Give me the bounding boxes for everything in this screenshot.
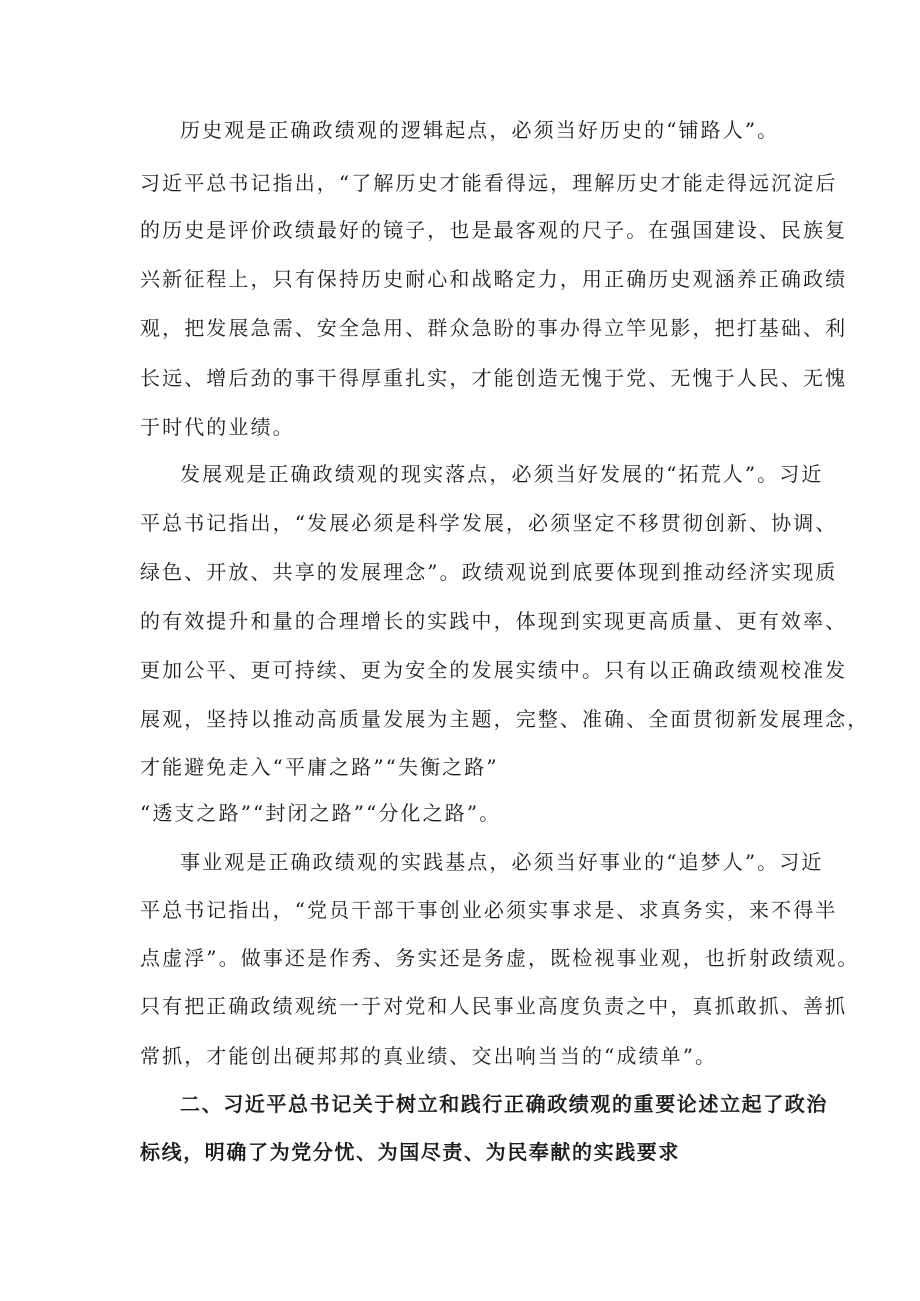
heading-line: 标线，明确了为党分忧、为国尽责、为民奉献的实践要求	[140, 1140, 680, 1164]
text-line: 点虚浮”。做事还是作秀、务实还是务虚，既检视事业观，也折射政绩观。	[140, 946, 860, 970]
text-line: 常抓，才能创出硬邦邦的真业绩、交出响当当的“成绩单”。	[140, 1044, 718, 1068]
text-line: 发展观是正确政绩观的现实落点，必须当好发展的“拓荒人”。习近	[180, 462, 824, 486]
text-line: 只有把正确政绩观统一于对党和人民事业高度负责之中，真抓敢抓、善抓	[140, 994, 848, 1018]
text-line: 兴新征程上，只有保持历史耐心和战略定力，用正确历史观涵养正确政绩	[140, 267, 848, 291]
text-line: 绿色、开放、共享的发展理念”。政绩观说到底要体现到推动经济实现质	[140, 560, 838, 584]
text-line: 的有效提升和量的合理增长的实践中，体现到实现更高质量、更有效率、	[140, 609, 848, 633]
text-line: 更加公平、更可持续、更为安全的发展实绩中。只有以正确政绩观校准发	[140, 658, 848, 682]
text-line: 长远、增后劲的事干得厚重扎实，才能创造无愧于党、无愧于人民、无愧	[140, 366, 848, 390]
text-line: 平总书记指出，“党员干部干事创业必须实事求是、求真务实，来不得半	[140, 898, 838, 922]
text-line: 于时代的业绩。	[140, 415, 295, 439]
heading-line: 二、习近平总书记关于树立和践行正确政绩观的重要论述立起了政治	[180, 1092, 828, 1116]
text-line: 历史观是正确政绩观的逻辑起点，必须当好历史的“铺路人”。	[180, 118, 780, 142]
text-line: 的历史是评价政绩最好的镜子，也是最客观的尺子。在强国建设、民族复	[140, 218, 848, 242]
text-line: 观，把发展急需、安全急用、群众急盼的事办得立竿见影，把打基础、利	[140, 316, 848, 340]
text-line: 才能避免走入“平庸之路”“失衡之路”	[140, 755, 499, 779]
text-line: 平总书记指出，“发展必须是科学发展，必须坚定不移贯彻创新、协调、	[140, 511, 838, 535]
text-line: 习近平总书记指出，“了解历史才能看得远，理解历史才能走得远沉淀后	[140, 171, 838, 195]
text-line: 展观，坚持以推动高质量发展为主题，完整、准确、全面贯彻新发展理念，	[140, 707, 870, 731]
text-line: “透支之路”“封闭之路”“分化之路”。	[140, 801, 502, 825]
text-line: 事业观是正确政绩观的实践基点，必须当好事业的“追梦人”。习近	[180, 850, 824, 874]
